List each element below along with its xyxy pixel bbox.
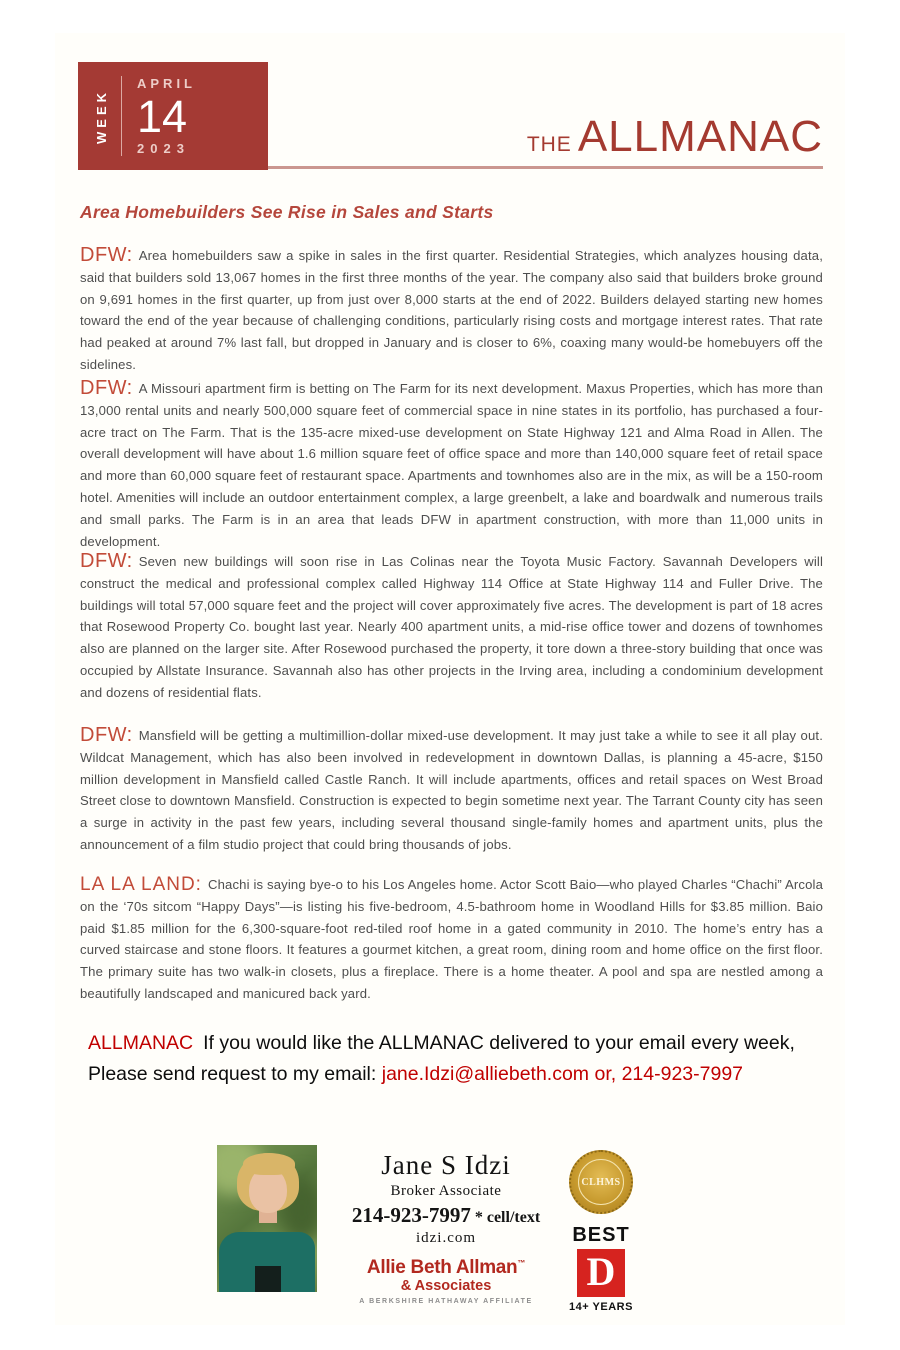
phone-suffix: * cell/text [470, 1209, 541, 1226]
article-dfw-3 [80, 551, 823, 704]
d-magazine-letter: D [586, 1249, 616, 1294]
award-badges [558, 1150, 644, 1313]
agent-name: Jane S Idzi [381, 1150, 511, 1180]
article-text: Chachi is saying bye-o to his Los Angeles home. Actor Scott Baio—who played Charles “Chachi” Arcola on the ‘70s sitcom “Happy Days”—is listing his five-bedroom, 4.5-bathroom home in Woodland Hills for $3.85 million. Baio paid $1.85 million for the 6,300-square-foot red-tiled roof home in a gated community in 2010. The home’s entry has a curved staircase and stone floors. It features a gourmet kitchen, a great room, dining room and home office on the first floor. The primary suite has two walk-in closets, plus a fireplace. There is a home theater. A pool and spa are nestled among a beautifully landscaped and manicured back yard. [80, 877, 823, 1001]
agent-phone [330, 1203, 562, 1228]
best-d-label: BEST [572, 1224, 630, 1246]
brokerage-affiliate: A BERKSHIRE HATHAWAY AFFILIATE [359, 1298, 533, 1305]
week-label: WEEK [94, 88, 109, 144]
subscribe-line-1 [88, 1028, 848, 1059]
masthead-the: THE [526, 133, 572, 156]
photo-shirt [255, 1266, 281, 1292]
article-label: DFW: [80, 377, 133, 399]
best-d-years: 14+ YEARS [569, 1301, 633, 1313]
d-magazine-icon [577, 1249, 625, 1297]
article-dfw-2 [80, 378, 823, 552]
article-la-la-land [80, 874, 823, 1005]
article-text: Seven new buildings will soon rise in Las Colinas near the Toyota Music Factory. Savannah Developers will construct the medical and professional complex called Highway 114 Office at State Highway 114 and Fuller Drive. The buildings will total 57,000 square feet and the project will cover approximately five acres. The development is part of 18 acres that Rosewood Property Co. bought last year. Nearly 400 apartment units, a mid-rise office tower and dozens of townhomes also are planned on the larger site. After Rosewood purchased the property, it tore down a three-story building that once was occupied by Allstate Insurance. Savannah also has other projects in the Irving area, including a condominium development and dozens of residential flats. [80, 554, 823, 700]
article-text: Mansfield will be getting a multimillion-dollar mixed-use development. It may just take a while to see it all play out. Wildcat Management, which has also been involved in redevelopment in downtown Dallas, is planning a 45-acre, $150 million development in Mansfield called Castle Ranch. It will include apartments, offices and retail spaces on West Broad Street close to downtown Mansfield. Construction is expected to begin sometime next year. The Tarrant County city has seen a surge in activity in the past few years, including several thousand single-family homes and apartment units, plus the announcement of a film studio project that could bring thousands of jobs. [80, 728, 823, 852]
date-year: 2023 [137, 141, 190, 156]
date-box [78, 62, 268, 170]
brokerage-name-text: Allie Beth Allman [366, 1257, 518, 1278]
article-label: DFW: [80, 724, 133, 746]
subscribe-prefix: Please send request to my email: [88, 1063, 382, 1085]
subscribe-note [88, 1028, 848, 1090]
article-label: LA LA LAND: [80, 874, 202, 895]
article-dfw-4 [80, 725, 823, 856]
date-month: APRIL [137, 76, 196, 91]
brokerage-associates: & Associates [400, 1278, 492, 1294]
clhms-seal-text: CLHMS [581, 1176, 621, 1188]
article-label: DFW: [80, 550, 133, 572]
photo-hair-fringe [243, 1153, 295, 1175]
masthead [527, 112, 823, 162]
date-day: 14 [137, 91, 188, 142]
subscribe-text: If you would like the ALLMANAC delivered to your email every week, [203, 1032, 795, 1054]
article-label: DFW: [80, 244, 133, 266]
agent-photo [217, 1145, 317, 1292]
email-link[interactable]: jane.Idzi@alliebeth.com or, 214-923-7997 [381, 1063, 744, 1085]
article-text: A Missouri apartment firm is betting on The Farm for its next development. Maxus Properties, which has more than 13,000 rental units and nearly 500,000 square feet of commercial space in nine states in its portfolio, has purchased a four-acre tract on The Farm. That is the 135-acre mixed-use development on State Highway 121 and Alma Road in Allen. The overall development will have about 1.6 million square feet of office space and more than 140,000 square feet of retail space and more than 60,000 square feet of restaurant space. Apartments and townhomes also are in the mix, as will be a 150-room hotel. Amenities will include an outdoor entertainment complex, a large greenbelt, a lake and boardwalk and numerous trails and small parks. The Farm is in an area that leads DFW in apartment construction, with more than 11,000 units in development. [80, 381, 823, 549]
trademark-symbol: ™ [517, 1258, 526, 1268]
brokerage-name [330, 1257, 562, 1279]
clhms-seal-inner-ring [578, 1159, 624, 1205]
article-text: Area homebuilders saw a spike in sales in the first quarter. Residential Strategies, which analyzes housing data, said that builders sold 13,067 homes in the first three months of the year. The company also said that builders broke ground on 9,691 homes in the first quarter, up from just over 8,000 starts at the end of 2022. Builders delayed starting new homes toward the end of the year because of challenging conditions, particularly rising costs and mortgage interest rates. That rate had peaked at around 7% last fall, but dropped in January and is closer to 6%, coaxing many would-be homebuyers off the sidelines. [80, 248, 823, 372]
agent-card [330, 1150, 562, 1305]
headline: Area Homebuilders See Rise in Sales and Starts [80, 202, 494, 222]
masthead-title: ALLMANAC [577, 112, 823, 161]
date-divider [121, 76, 122, 156]
brokerage-logo [330, 1257, 562, 1305]
article-dfw-1 [80, 245, 823, 376]
phone-number: 214-923-7997 [351, 1203, 471, 1227]
agent-website: idzi.com [415, 1230, 477, 1246]
subscribe-brand: ALLMANAC [88, 1032, 194, 1054]
subscribe-line-2 [88, 1059, 848, 1090]
date-column [137, 77, 196, 155]
clhms-seal-icon [569, 1150, 633, 1214]
agent-title: Broker Associate [390, 1183, 502, 1199]
